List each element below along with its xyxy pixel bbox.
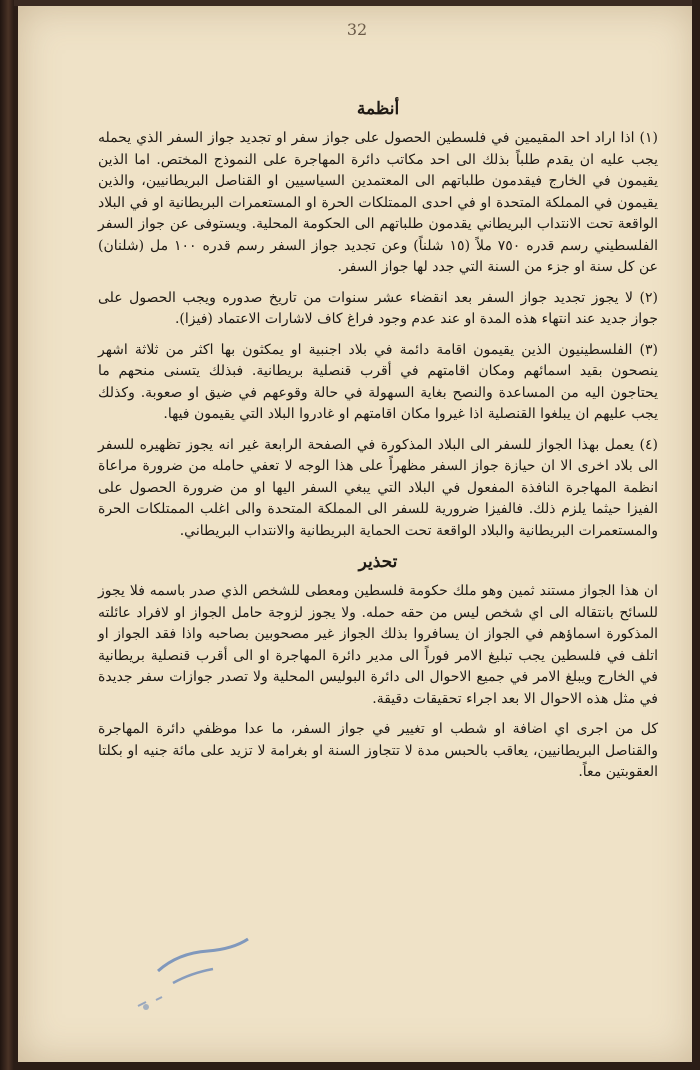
passport-page: [14, 6, 696, 1062]
paragraph-3: (٣) الفلسطينيون الذين يقيمون اقامة دائمة في بلاد اجنبية او يمكثون بها اكثر من ثلاثة اشهر ينصحون بقيد اسمائهم ومكان اقامتهم في أقرب قنصلية بريطانية. فبذلك يتسنى منحهم ما يحتاجون اليه من المساعدة والنصح بغاية السهولة في حالة وقوعهم في ضيق او صعوبة. وكذلك يجب عليهم ان يبلغوا القنصلية اذا غيروا مكان اقامتهم او غادروا البلاد التي يقيمون فيها.: [98, 341, 658, 422]
paragraph-2: (٢) لا يجوز تجديد جواز السفر بعد انقضاء عشر سنوات من تاريخ صدوره ويجب الحصول على جواز جديد عند انتهاء هذه المدة او عند عدم وجود فراغ كاف لاشارات الاعتماد (فيزا).: [98, 289, 658, 327]
heading-warning: تحذير: [358, 552, 398, 572]
paragraph-4: (٤) يعمل بهذا الجواز للسفر الى البلاد المذكورة في الصفحة الرابعة غير انه يجوز تظهيره للسفر الى بلاد اخرى الا ان حيازة جواز السفر مظهراً على هذا الوجه لا تعفي حامله من ضرورة مراعاة انظمة المهاجرة النافذة المفعول في البلاد التي يبغي السفر اليها او من ضرورة الحصول على الفيزا حيثما يلزم ذلك. فالفيزا ضرورية للسفر الى المملكة المتحدة والى اغلب الممتلكات الحرة والمستعمرات البريطانية والبلاد الواقعة تحت الحماية البريطانية والانتداب البريطاني.: [98, 436, 658, 539]
heading-regulations: أنظمة: [356, 99, 400, 119]
warning-paragraph-2: كل من اجرى اي اضافة او شطب او تغيير في جواز السفر، ما عدا موظفي دائرة المهاجرة والقناصل البريطانيين، يعاقب بالحبس مدة لا تتجاوز السنة او بغرامة لا تزيد على مائة جنيه او بكلتا العقوبتين معاً.: [98, 721, 658, 780]
page-edge-bottom: [14, 1062, 700, 1070]
stamp-mark-icon: [118, 911, 268, 1021]
book-spine: [0, 0, 14, 1070]
warning-paragraph-1: ان هذا الجواز مستند ثمين وهو ملك حكومة فلسطين ومعطى للشخص الذي صدر باسمه فلا يجوز للسائح بانتقاله الى اي شخص ليس من حقه حمله. ولا يجوز لزوجة حامل الجواز او لافراد عائلته المذكورة اسماؤهم في الجواز ان يسافروا بذلك الجواز غير مصحوبين بصاحبه واذا فقد الجواز او اتلف في فلسطين يجب تبليغ الامر فوراً الى مدير دائرة المهاجرة او الى أقرب قنصلية بريطانية في الخارج ويبلغ الامر في جميع الاحوال الى دائرة البوليس المحلية ولا تصدر جوازات سفر جديدة في مثل هذه الاحوال الا بعد اجراء تحقيقات دقيقة.: [98, 583, 658, 707]
paragraph-1: (١) اذا اراد احد المقيمين في فلسطين الحصول على جواز سفر او تجديد جواز السفر الذي يحمله يجب عليه ان يقدم طلباً بذلك الى احد مكاتب دائرة المهاجرة على النموذج المختص. اما الذين يقيمون في الخارج فيقدمون طلباتهم الى المعتمدين السياسيين او القناصل البريطانيين، والذين يقيمون في المملكة المتحدة او في احدى الممتلكات الحرة او المستعمرات البريطانية او في البلاد الواقعة تحت الانتداب البريطاني يقدمون طلباتهم الى الحكومة المحلية. ويستوفى عن جواز السفر الفلسطيني رسم قدره ٧٥٠ ملاً (١٥ شلناً) وعن تجديد جواز السفر رسم قدره ١٠٠ مل (شلنان) عن كل سنة او جزء من السنة التي جدد لها جواز السفر.: [98, 130, 658, 275]
page-edge-right: [692, 0, 700, 1070]
page-number: 32: [346, 20, 368, 39]
page-content: [98, 94, 658, 793]
